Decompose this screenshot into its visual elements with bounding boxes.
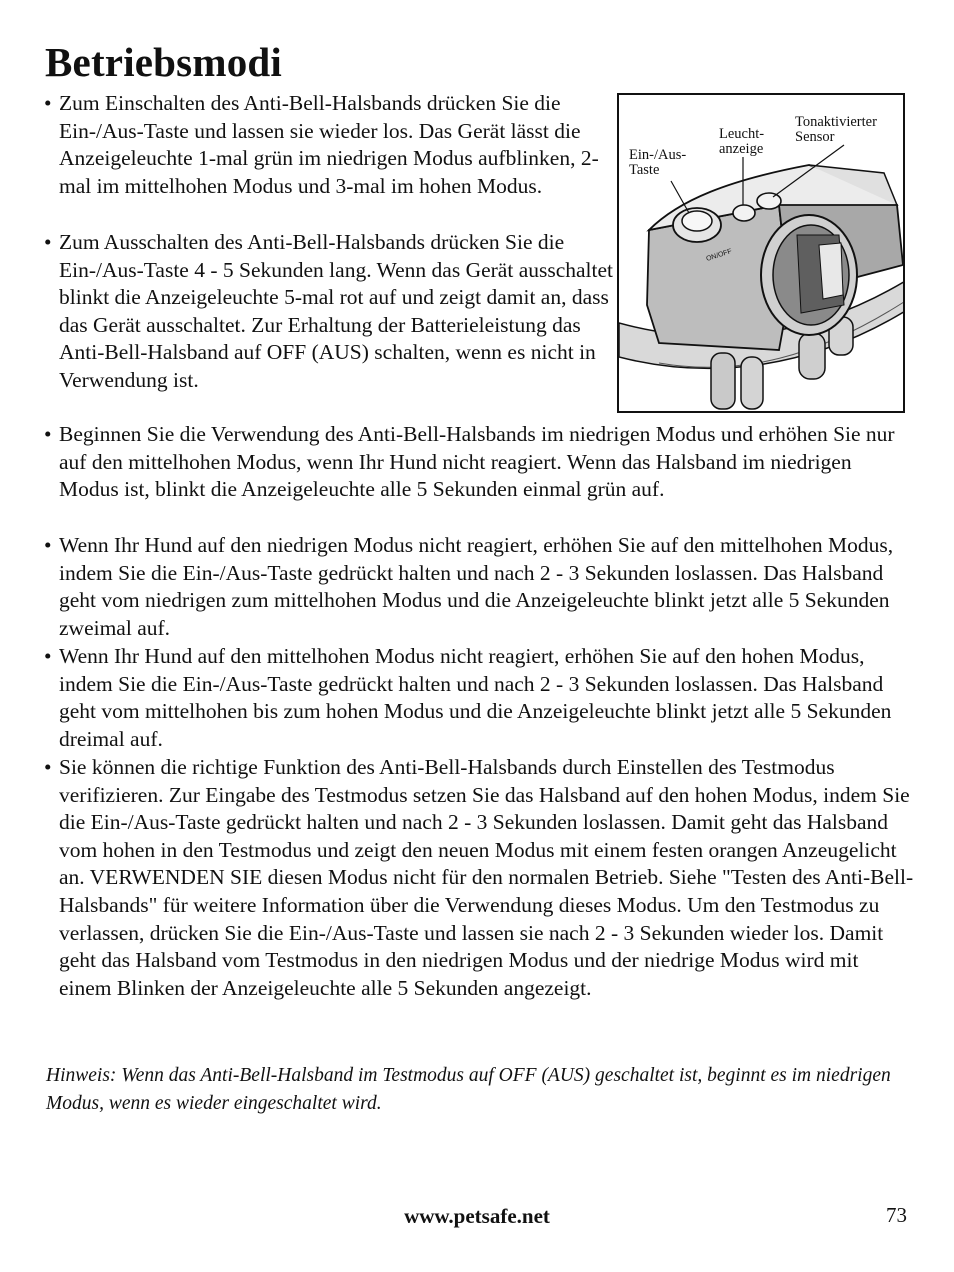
label-sound-sensor: Tonaktivierter Sensor [795, 114, 877, 145]
bullet-high-mode: • Wenn Ihr Hund auf den mittelhohen Modus nicht reagiert, erhöhen Sie auf den hohen Modus, indem Sie die Ein-/Aus-Taste gedrückt halten und nach 2 - 3 Sekunden loslassen. Das Halsband geht vom mittelhohen bis zum hohen Modus und die Anzeigeleuchte blinkt jetzt alle 5 Sekunden dreimal auf. [44, 644, 892, 751]
label-on-off-button: Ein-/Aus- Taste [629, 147, 687, 178]
footer-url[interactable]: www.petsafe.net [404, 1204, 550, 1228]
bullet-power-on: • Zum Einschalten des Anti-Bell-Halsbands drücken Sie die Ein-/Aus-Taste und lassen sie wieder los. Das Gerät lässt die Anzeigeleuchte 1-mal grün im niedrigen Modus aufblinken, 2-mal im mittelhohen Modus und 3-mal im hohen Modus. [44, 91, 599, 198]
bullet-power-off: • Zum Ausschalten des Anti-Bell-Halsbands drücken Sie die Ein-/Aus-Taste 4 - 5 Sekunden lang. Wenn das Gerät ausschaltet blinkt die Anzeigeleuchte 5-mal rot auf und zeigt damit an, dass das Gerät ausschaltet. Zur Erhaltung der Batterieleistung das Anti-Bell-Halsband auf OFF (AUS) schalten, wenn es nicht in Verwendung ist. [44, 230, 614, 392]
bullet-test-mode: • Sie können die richtige Funktion des Anti-Bell-Halsbands durch Einstellen des Testmodus verifizieren. Zur Eingabe des Testmodus setzen Sie das Halsband auf den hohen Modus, indem Sie die Ein-/Aus-Taste gedrückt halten und nach 2 - 3 Sekunden loslassen. Damit geht das Halsband vom hohen in den Testmodus und zeigt den neuen Modus mit einem festen orangen Anzeugelicht an. VERWENDEN SIE diesen Modus nicht für den normalen Betrieb. Siehe "Testen des Anti-Bell-Halsbands" für weitere Information über die Verwendung dieses Modus. Um den Testmodus zu verlassen, drücken Sie die Ein-/Aus-Taste und lassen sie nach 2 - 3 Sekunden wieder los. Damit geht das Halsband vom Testmodus in den niedrigen Modus und der niedrige Modus wird mit einem Blinken der Anzeigeleuchte alle 5 Sekunden angezeigt. [44, 755, 914, 1000]
device-illustration [617, 93, 905, 413]
label-indicator-light: Leucht- anzeige [719, 126, 765, 157]
note: Hinweis: Wenn das Anti-Bell-Halsband im Testmodus auf OFF (AUS) geschaltet ist, beginnt es im niedrigen Modus, wenn es wieder eingeschaltet wird. [46, 1065, 891, 1114]
page-title: Betriebsmodi [45, 39, 282, 85]
page-number: 73 [886, 1203, 907, 1227]
button-print: ON/OFF [705, 248, 733, 263]
bullet-medium-mode: • Wenn Ihr Hund auf den niedrigen Modus nicht reagiert, erhöhen Sie auf den mittelhohen Modus, indem Sie die Ein-/Aus-Taste gedrückt halten und nach 2 - 3 Sekunden loslassen. Das Halsband geht vom niedrigen zum mittelhohen Modus und die Anzeigeleuchte blinkt jetzt alle 5 Sekunden zweimal auf. [44, 533, 894, 640]
bullet-low-mode: • Beginnen Sie die Verwendung des Anti-Bell-Halsbands im niedrigen Modus und erhöhen Sie nur auf den mittelhohen Modus, wenn Ihr Hund nicht reagiert. Wenn das Halsband im niedrigen Modus ist, blinkt die Anzeigeleuchte alle 5 Sekunden einmal grün auf. [44, 422, 895, 502]
